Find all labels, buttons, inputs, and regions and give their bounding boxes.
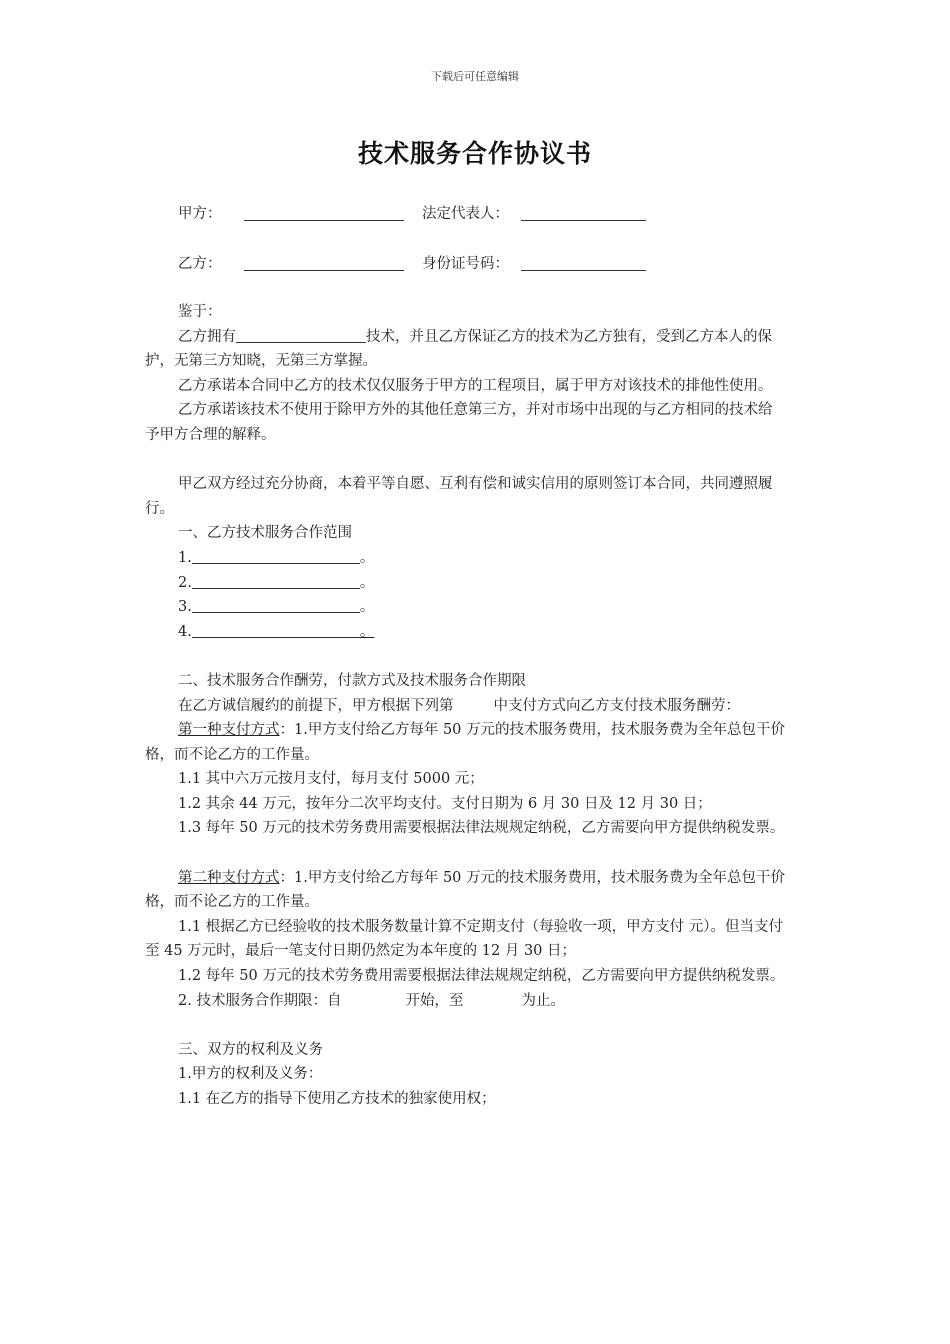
header-note: 下载后可任意编辑 [431, 70, 519, 83]
section-1-heading: 一、乙方技术服务合作范围 [178, 525, 352, 542]
section-2-heading: 二、技术服务合作酬劳，付款方式及技术服务合作期限 [178, 672, 526, 689]
party-b-label: 乙方： [178, 256, 222, 272]
legal-rep-label: 法定代表人： [422, 206, 509, 222]
recital-2: 乙方承诺本合同中乙方的技术仅仅服务于甲方的工程项目，属于甲方对该技术的排他性使用。 [178, 377, 773, 394]
id-number-blank [521, 254, 646, 275]
service-term: 2. 技术服务合作期限：自 开始，至 为止。 [178, 992, 565, 1009]
recital-1: 乙方拥有 技术，并且乙方保证乙方的技术为乙方独有，受到乙方本人的保护，无第三方知晓，无第三方掌握。 [145, 325, 785, 374]
party-a-rights-heading: 1.甲方的权利及义务： [178, 1066, 323, 1083]
id-number-label: 身份证号码： [422, 256, 509, 272]
recitals-heading: 鉴于： [178, 304, 222, 320]
party-b-blank [244, 254, 404, 275]
payment-method-1-label: 第一种支付方式 [178, 722, 280, 739]
payment-method-1-item: 1.1 其中六万元按月支付，每月支付 5000 元； [178, 771, 484, 788]
payment-method-2: 第二种支付方式：1.甲方支付给乙方每年 50 万元的技术服务费用，技术服务费为全年总包干价格，而不论乙方的工作量。 [145, 869, 786, 911]
scope-item: 1. 。 [145, 546, 785, 571]
scope-item: 3. 。 [145, 595, 785, 620]
scope-item: 4. 。 [145, 620, 785, 645]
payment-method-2-label: 第二种支付方式 [178, 869, 280, 886]
recital-3: 乙方承诺该技术不使用于除甲方外的其他任意第三方，并对市场中出现的与乙方相同的技术给予甲方合理的解释。 [145, 402, 773, 443]
legal-rep-blank [521, 204, 646, 225]
section-3-heading: 三、双方的权利及义务 [178, 1041, 323, 1058]
payment-method-2-item: 1.1 根据乙方已经验收的技术服务数量计算不定期支付（每验收一项，甲方支付 元）。但当支付至 45 万元时，最后一笔支付日期仍然定为本年度的 12 月 30 日； [145, 918, 784, 960]
party-a-label: 甲方： [178, 206, 222, 222]
agreement-paragraph: 甲乙双方经过充分协商，本着平等自愿、互利有偿和诚实信用的原则签订本合同，共同遵照履行。 [145, 476, 773, 517]
document-title: 技术服务合作协议书 [357, 139, 592, 168]
payment-intro: 在乙方诚信履约的前提下，甲方根据下列第 中支付方式向乙方支付技术服务酬劳： [178, 697, 740, 714]
party-a-blank [244, 204, 404, 225]
scope-item: 2. 。 [145, 571, 785, 596]
payment-method-1-item: 1.3 每年 50 万元的技术劳务费用需要根据法律法规规定纳税，乙方需要向甲方提供纳税发票。 [178, 820, 785, 837]
payment-method-2-item: 1.2 每年 50 万元的技术劳务费用需要根据法律法规规定纳税，乙方需要向甲方提供纳税发票。 [178, 968, 785, 985]
payment-method-1-item: 1.2 其余 44 万元，按年分二次平均支付。支付日期为 6 月 30 日及 12 月 30 日； [178, 795, 712, 812]
contract-body [145, 300, 785, 1112]
payment-method-1: 第一种支付方式：1.甲方支付给乙方每年 50 万元的技术服务费用，技术服务费为全年总包干价格，而不论乙方的工作量。 [145, 722, 786, 763]
party-a-rights-item: 1.1 在乙方的指导下使用乙方技术的独家使用权； [178, 1091, 496, 1107]
